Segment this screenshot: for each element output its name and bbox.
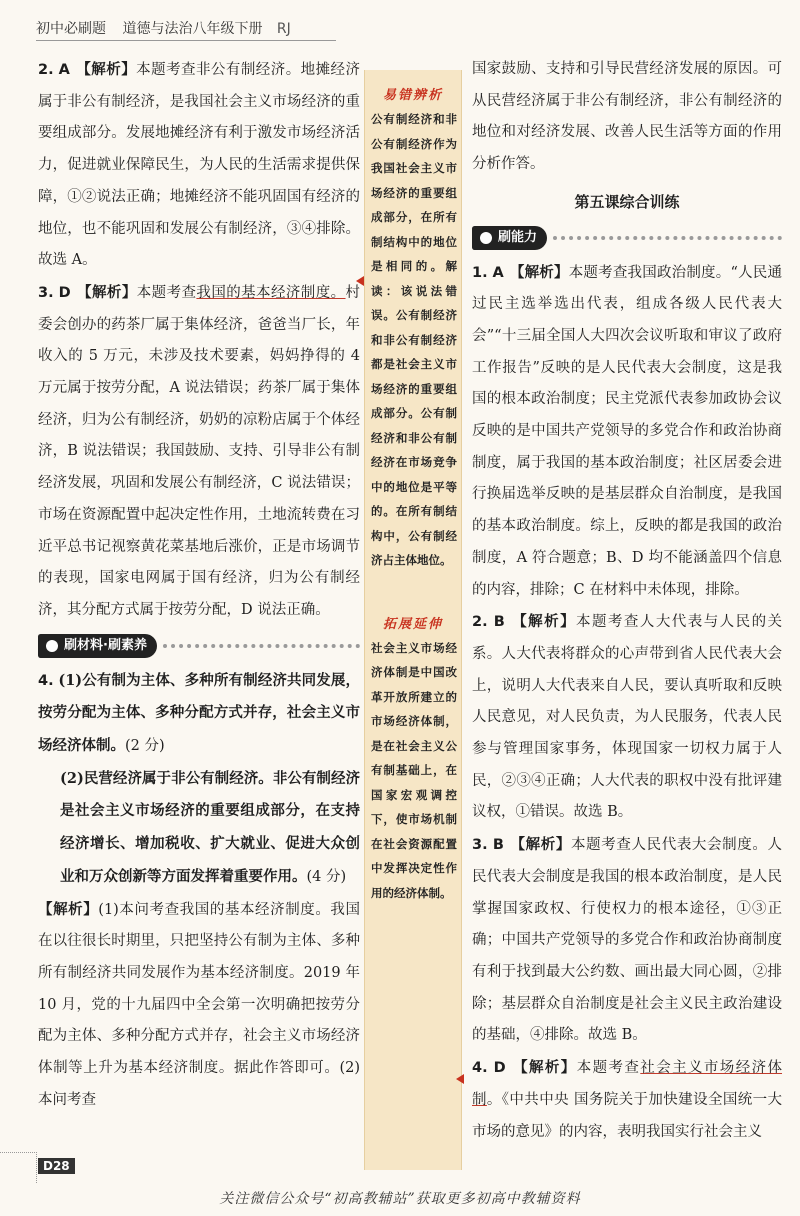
- page-header: [36, 18, 291, 38]
- banner-label: 刷能力: [498, 229, 538, 245]
- answer-letter: A: [58, 62, 70, 78]
- score: (4 分): [306, 868, 347, 885]
- dotted-rule: [163, 644, 360, 648]
- dotted-rule: [553, 236, 782, 240]
- answer-lead: 本题考查: [136, 284, 197, 301]
- note-heading-extension: 拓展延伸: [382, 616, 443, 632]
- note-body-errors: 公有制经济和非公有制经济作为我国社会主义市场经济的重要组成部分，在所有制结构中的地位是相同的。解读：该说法错误。公有制经济和非公有制经济都是社会主义市场经济的重要组成部分。公有制经济和非公有制经济在市场竞争中的地位是平等的。在所有制结构中，公有制经济占主体地位。: [371, 112, 457, 567]
- analysis-tag: 【解析】: [511, 1059, 577, 1077]
- underlined-keyword: 社会主义市场经济体制: [472, 1060, 783, 1108]
- question-number: 4.: [472, 1060, 488, 1077]
- answer-letter: A: [492, 264, 504, 281]
- page-corner: [0, 1152, 37, 1183]
- question-number: 3.: [472, 837, 488, 854]
- answer-letter: D: [58, 284, 71, 301]
- margin-notes: [364, 70, 462, 1170]
- answer-text: 本题考查非公有制经济。地摊经济属于非公有制经济，是我国社会主义市场经济的重要组成部分。发展地摊经济有利于激发市场经济活力，促进就业保障民生，为人民的生活需求提供保障，①②说法正确；地摊经济不能巩固国有经济的地位，也不能巩固和发展公有制经济，③④排除。故选 A。: [38, 62, 361, 269]
- section-banner: [38, 631, 360, 661]
- banner-label: 刷材料·刷素养: [64, 637, 147, 653]
- answer-4: [472, 1052, 782, 1148]
- note-heading-errors: 易错辨析: [382, 88, 443, 103]
- answer-lead: 本题考查: [576, 1060, 641, 1077]
- answer-text: 本题考查我国政治制度。“人民通过民主选举选出代表，组成各级人民代表大会”“十三届全国人大四次会议听取和审议了政府工作报告”反映的是人民代表大会制度，这是我国的根本政治制度；民主党派代表参加政协会议反映的是中国共产党领导的多党合作和政治协商制度，属于我国的基本政治制度；社区居委会进行换届选举反映的是基层群众自治制度，是我国的基本政治制度。综上，反映的都是我国的政治制度，A 符合题意；B、D 均不能涵盖四个信息的内容，排除；C 在材料中未体现，排除。: [472, 264, 783, 598]
- answer-letter: B: [492, 837, 504, 854]
- analysis-tag: 【解析】: [509, 836, 571, 854]
- answer-text: 本题考查人大代表与人民的关系。人大代表将群众的心声带到省人民代表大会上，说明人大代表来自人民，要认真听取和反映人民意见，对人民负责，为人民服务，代表人民参与管理国家事务，体现国家一切权力属于人民，②③④正确；人大代表的职权中没有批评建议权，①错误。故选 B。: [472, 614, 783, 821]
- score: (2 分): [125, 738, 165, 755]
- question-number: 1.: [472, 264, 488, 281]
- answer-letter: D: [493, 1060, 506, 1077]
- question-number: 4.: [38, 672, 54, 689]
- answer-3: [472, 829, 782, 1052]
- underlined-keyword: 我国的基本经济制度。: [196, 284, 346, 301]
- answer-text: 村委会创办的药茶厂属于集体经济，爸爸当厂长，年收入的 5 万元，未涉及技术要素，妈妈挣得的 4 万元属于按劳分配，A 说法错误；药茶厂属于集体经济，归为公有制经济，奶奶的凉粉店属于个体经济，B 说法错误；我国鼓励、支持、引导非公有制经济发展，巩固和发展公有制经济，C 说法错误；市场在资源配置中起决定性作用，土地流转费在习近平总书记视察黄花菜基地后涨价，正是市场调节的表现，国家电网属于国有经济，归为公有制经济，其分配方式属于按劳分配，D 说法正确。: [38, 284, 361, 618]
- question-number: 2.: [38, 62, 54, 78]
- brush-icon: [480, 232, 492, 244]
- answer-text: 本题考查人民代表大会制度。人民代表大会制度是我国的根本政治制度，是人民掌握国家政权、行使权力的根本途径，①③正确；中国共产党领导的多党合作和政治协商制度有利于找到最大公约数、画出最大同心圆，②排除；基层群众自治制度是社会主义民主政治建设的基础，④排除。故选 B。: [472, 837, 783, 1044]
- page-number: D28: [38, 1158, 75, 1174]
- book-subtitle: 道德与法治八年级下册: [122, 21, 263, 37]
- analysis-tag: 【解析】: [510, 613, 577, 631]
- answer-4: [38, 665, 360, 763]
- analysis-tag: 【解析】: [509, 263, 569, 281]
- answer-1: [472, 257, 782, 607]
- pointer-arrow: [456, 1074, 464, 1084]
- section-title: 第五课综合训练: [574, 192, 680, 211]
- analysis-tag: 【解析】: [38, 900, 99, 918]
- answer-3: [38, 277, 360, 627]
- header-divider: [36, 40, 336, 41]
- section-banner: [472, 223, 782, 253]
- answer-letter: B: [493, 614, 505, 631]
- answer-2: [38, 54, 360, 277]
- answer-part-2: (2)民营经济属于非公有制经济。非公有制经济是社会主义市场经济的重要组成部分，在支持经济增长、增加税收、扩大就业、促进大众创业和万众创新等方面发挥着重要作用。: [60, 769, 360, 885]
- answer-4-analysis: [38, 894, 360, 1117]
- question-number: 3.: [38, 284, 54, 301]
- analysis-tag: 【解析】: [76, 283, 137, 301]
- brush-icon: [46, 640, 58, 652]
- footer-note: 关注微信公众号“初高教辅站”获取更多初高中教辅资料: [219, 1191, 581, 1207]
- answer-4-part-2: [38, 763, 360, 894]
- pointer-arrow: [356, 276, 364, 286]
- answer-text: (1)本问考查我国的基本经济制度。我国在以往很长时期里，只把坚持公有制为主体、多种所有制经济共同发展作为基本经济制度。2019 年 10 月，党的十九届四中全会第一次明确把按劳分配为主体、多种分配方式并存，社会主义市场经济体制等上升为基本经济制度。据此作答即可。(2)本问考查: [38, 901, 360, 1108]
- answer-2: [472, 606, 782, 829]
- analysis-tag: 【解析】: [75, 61, 137, 78]
- book-edition: RJ: [276, 21, 291, 37]
- note-body-extension: 社会主义市场经济体制是中国改革开放所建立的市场经济体制，是在社会主义公有制基础上，在国家宏观调控下，使市场机制在社会资源配置中发挥决定性作用的经济体制。: [371, 640, 457, 900]
- question-number: 2.: [472, 614, 488, 631]
- book-series: 初中必刷题: [36, 21, 106, 37]
- left-column: [38, 54, 360, 1117]
- continued-text: 国家鼓励、支持和引导民营经济发展的原因。可从民营经济属于非公有制经济，非公有制经济的地位和对经济发展、改善人民生活等方面的作用分析作答。: [472, 61, 782, 173]
- answer-text: 。《中共中央 国务院关于加快建设全国统一大市场的意见》的内容，表明我国实行社会主义: [472, 1091, 783, 1140]
- answer-part-1: (1)公有制为主体、多种所有制经济共同发展，按劳分配为主体、多种分配方式并存，社会主义市场经济体制。: [38, 671, 360, 755]
- right-column: [472, 54, 782, 1148]
